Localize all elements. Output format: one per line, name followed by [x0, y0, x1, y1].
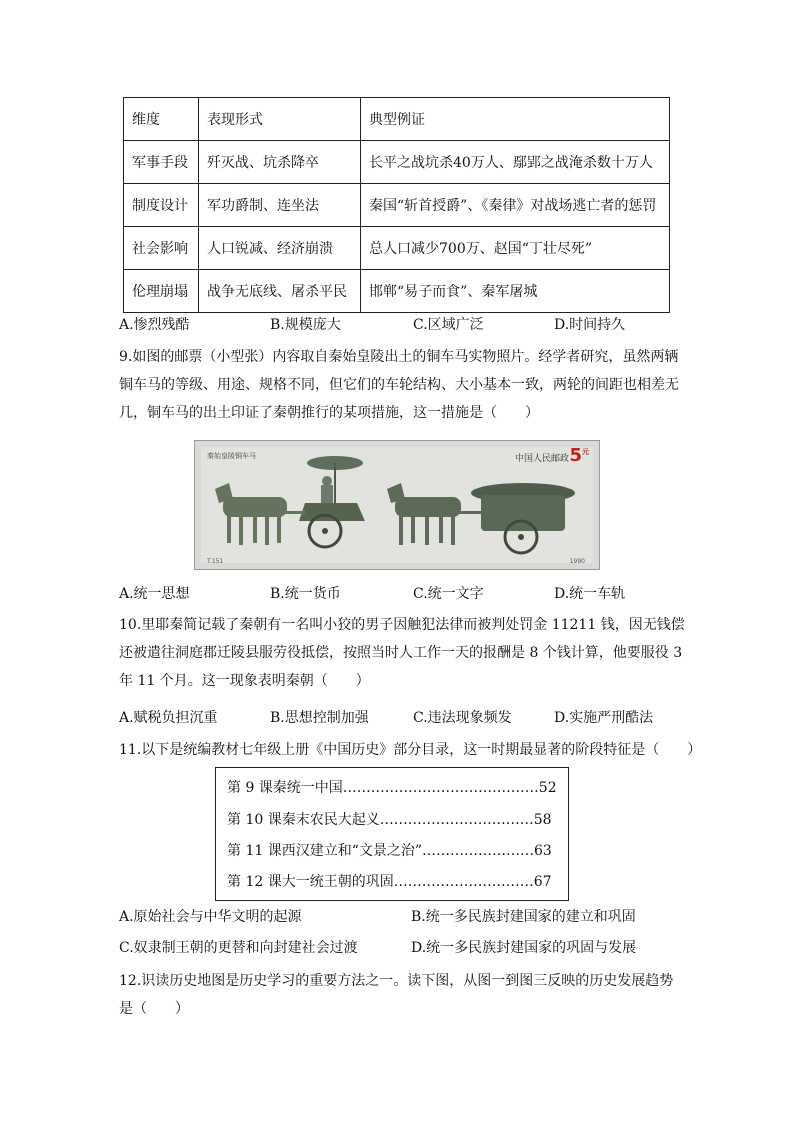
table-row: [124, 227, 670, 270]
option-d[interactable]: D.时间持久: [554, 317, 626, 333]
q9-options: [119, 583, 679, 605]
q12-stem: [119, 967, 679, 1023]
contents-entry: 第 11 课西汉建立和“文景之治”……………………63: [227, 843, 552, 859]
q10-options: [119, 707, 679, 729]
table-row: [124, 184, 670, 227]
option-a[interactable]: A.赋税负担沉重: [119, 710, 218, 726]
option-a[interactable]: A.惨烈残酷: [119, 317, 190, 333]
table-cell: 人口锐减、经济崩溃: [199, 227, 361, 270]
table-cell: 社会影响: [124, 227, 199, 270]
table-cell: 军功爵制、连坐法: [199, 184, 361, 227]
table-cell: 秦国“斩首授爵”、《秦律》对战场逃亡者的惩罚: [361, 184, 670, 227]
contents-entry: 第 9 课秦统一中国……………………………………52: [227, 780, 557, 796]
table-header-row: [124, 98, 670, 141]
wheel-hub: [518, 534, 524, 540]
horse-team-two: [387, 483, 481, 545]
table-header-cell: 表现形式: [199, 98, 361, 141]
table-header-cell: 典型例证: [361, 98, 670, 141]
chariot-two-body: [481, 495, 565, 531]
stem-line: 12.识读历史地图是历史学习的重要方法之一。读下图，从图一到图三反映的历史发展趋势: [119, 973, 674, 989]
option-b[interactable]: B.规模庞大: [270, 317, 341, 333]
option-c[interactable]: C.统一文字: [413, 586, 484, 602]
q11-stem: 11.以下是统编教材七年级上册《中国历史》部分目录，这一时期最显著的阶段特征是（ ）: [119, 742, 702, 758]
option-a[interactable]: A.原始社会与中华文明的起源: [119, 909, 302, 925]
table-cell: 战争无底线、屠杀平民: [199, 270, 361, 313]
charioteer-head: [322, 476, 332, 486]
option-d[interactable]: D.实施严刑酷法: [554, 710, 654, 726]
option-b[interactable]: B.统一多民族封建国家的建立和巩固: [411, 909, 636, 925]
stem-line: 9.如图的邮票（小型张）内容取自秦始皇陵出土的铜车马实物照片。经学者研究，虽然两辆: [119, 349, 679, 365]
table-cell: 伦理崩塌: [124, 270, 199, 313]
q8-options: [119, 314, 679, 336]
table-cell: 长平之战坑杀40万人、鄢郢之战淹杀数十万人: [361, 141, 670, 184]
q10-stem: [119, 611, 685, 695]
wheel-hub: [322, 528, 328, 534]
table-cell: 总人口减少700万、赵国“丁壮尽死”: [361, 227, 670, 270]
table-cell: 军事手段: [124, 141, 199, 184]
textbook-contents-box: [215, 767, 569, 901]
stamp-code: T.151: [207, 558, 224, 565]
table-header-cell: 维度: [124, 98, 199, 141]
war-characteristics-table: [123, 97, 670, 313]
table-cell: 歼灭战、坑杀降卒: [199, 141, 361, 184]
stem-line: 还被遣往洞庭郡迁陵县服劳役抵偿，按照当时人工作一天的报酬是 8 个钱计算，他要服役 3: [119, 645, 683, 661]
stamp-unit: 元: [582, 448, 589, 456]
stamp-issuer: 中国人民邮政: [514, 454, 569, 464]
table-row: [124, 141, 670, 184]
stem-line: 铜车马的等级、用途、规格不同，但它们的车轮结构、大小基本一致，两轮的间距也相差无: [119, 377, 679, 393]
stamp-caption: 秦始皇陵铜车马: [207, 452, 256, 460]
stamp-year: 1990: [569, 558, 585, 565]
q11-options-row1: [119, 906, 679, 928]
option-c[interactable]: C.区域广泛: [413, 317, 484, 333]
stamp-value: $5^元$: [569, 445, 589, 466]
contents-entry: 第 10 课秦末农民大起义……………………………58: [227, 812, 552, 828]
bronze-chariot-stamp-image: [194, 440, 600, 570]
option-b[interactable]: B.思想控制加强: [270, 710, 369, 726]
option-d[interactable]: D.统一多民族封建国家的巩固与发展: [411, 940, 637, 956]
stem-line: 是（ ）: [119, 1001, 189, 1017]
stem-line: 年 11 个月。这一现象表明秦朝（ ）: [119, 673, 370, 689]
option-c[interactable]: C.奴隶制王朝的更替和向封建社会过渡: [119, 940, 358, 956]
q9-stem: [119, 343, 679, 427]
option-d[interactable]: D.统一车轨: [554, 586, 626, 602]
option-a[interactable]: A.统一思想: [119, 586, 190, 602]
contents-entry: 第 12 课大一统王朝的巩固…………………………67: [227, 874, 552, 890]
option-b[interactable]: B.统一货币: [270, 586, 341, 602]
horse-team-one: [215, 483, 305, 545]
table-cell: 邯郸“易子而食”、秦军屠城: [361, 270, 670, 313]
stem-line: 几，铜车马的出土印证了秦朝推行的某项措施，这一措施是（ ）: [119, 405, 539, 421]
q11-options-row2: [119, 937, 679, 959]
table-cell: 制度设计: [124, 184, 199, 227]
stem-line: 10.里耶秦简记载了秦朝有一名叫小狡的男子因触犯法律而被判处罚金 11211 钱，因无钱偿: [119, 617, 685, 633]
table-row: [124, 270, 670, 313]
option-c[interactable]: C.违法现象频发: [413, 710, 512, 726]
